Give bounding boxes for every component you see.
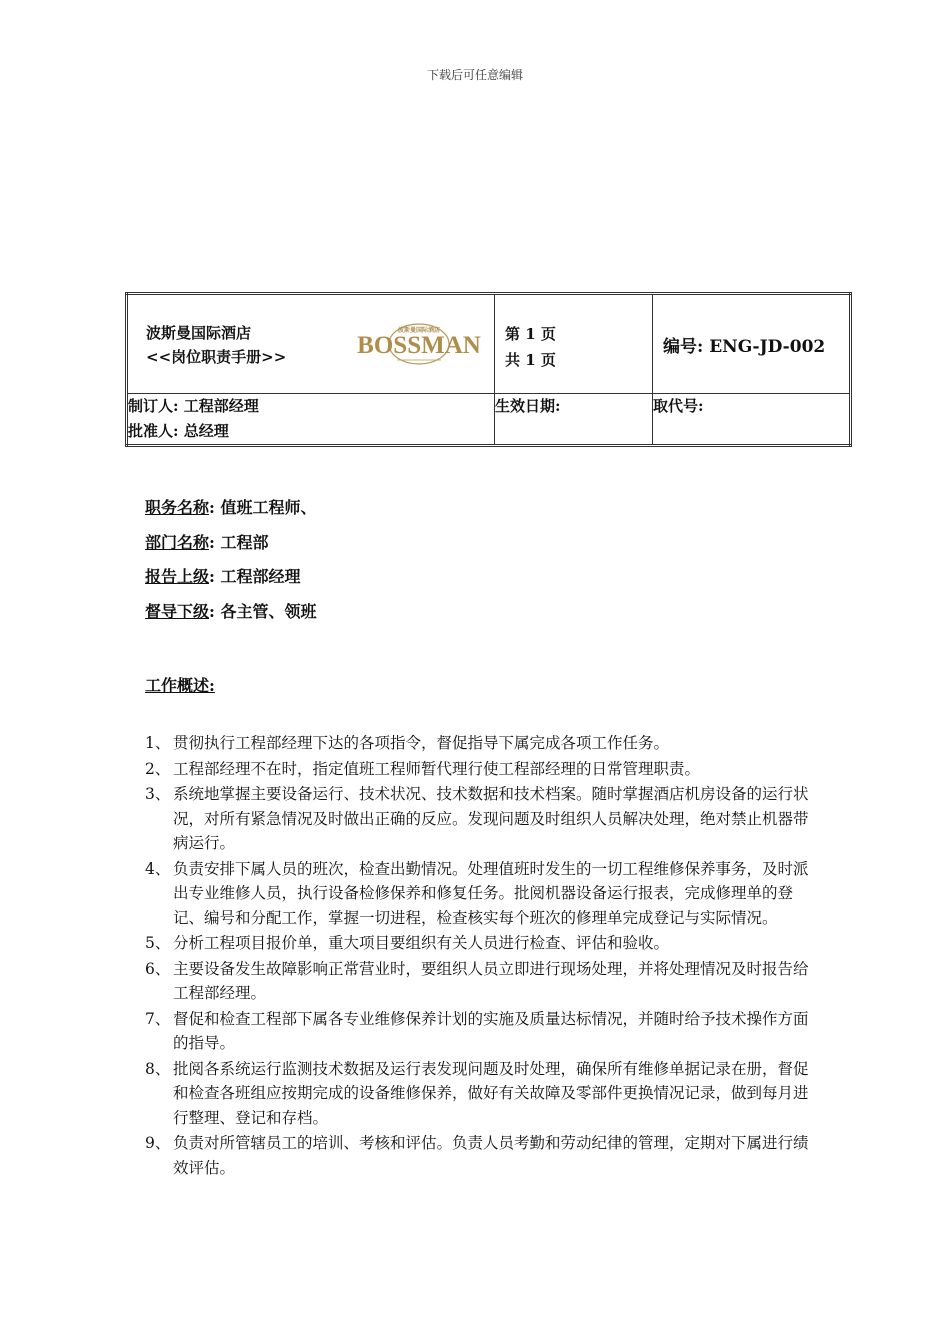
job-meta (145, 496, 317, 634)
list-item-text: 负责对所管辖员工的培训、考核和评估。负责人员考勤和劳动纪律的管理，定期对下属进行绩效评估。 (173, 1134, 809, 1177)
department-row (145, 531, 317, 566)
list-item-number: 1、 (145, 734, 171, 752)
supervises-label: 督导下级 (145, 601, 210, 621)
page-number: 第 1 页 (505, 325, 556, 343)
reports-to-value: : 工程部经理 (209, 567, 301, 586)
reports-to-label: 报告上级 (145, 567, 210, 586)
list-item-number: 7、 (145, 1009, 171, 1028)
supervises-value: : 各主管、领班 (209, 601, 317, 621)
list-item (145, 1057, 810, 1131)
reports-to-row (145, 565, 317, 600)
hotel-name: 波斯曼国际酒店 (146, 324, 252, 342)
list-item-number: 8、 (145, 1059, 171, 1078)
list-item-text: 工程部经理不在时，指定值班工程师暂代理行使工程部经理的日常管理职责。 (173, 759, 701, 778)
list-item-number: 3、 (145, 785, 171, 803)
list-item-text: 负责安排下属人员的班次，检查出勤情况。处理值班时发生的一切工程维修保养事务，及时派出专业维修人员，执行设备检修保养和修复任务。批阅机器设备运行报表，完成修理单的登记、编号和分配工作，掌握一切进程，检查核实每个班次的修理单完成登记与实际情况。 (173, 859, 809, 927)
supervises-row (145, 600, 317, 635)
replaces-cell (653, 394, 851, 446)
approver: 批准人: 总经理 (128, 422, 229, 440)
list-item-number: 5、 (145, 934, 171, 952)
hotel-cell (127, 294, 345, 394)
department-value: : 工程部 (209, 532, 269, 552)
list-item (145, 731, 810, 756)
duty-list (145, 731, 810, 1181)
effective-date-cell (495, 394, 653, 446)
list-item-text: 系统地掌握主要设备运行、技术状况、技术数据和技术档案。随时掌握酒店机房设备的运行状况，对所有紧急情况及时做出正确的反应。发现问题及时组织人员解决处理，绝对禁止机器带病运行。 (173, 785, 809, 852)
document-header-table (125, 292, 852, 447)
list-item (145, 1007, 810, 1056)
logo-cell (345, 294, 495, 394)
logo-wordmark: BOSSMAN (357, 332, 482, 359)
page-cell (495, 294, 653, 394)
logo-subtext: 波斯曼国际酒店 (398, 327, 441, 334)
list-item-number: 4、 (145, 859, 171, 878)
list-item-text: 主要设备发生故障影响正常营业时，要组织人员立即进行现场处理，并将处理情况及时报告给工程部经理。 (173, 959, 809, 1002)
list-item-text: 批阅各系统运行监测技术数据及运行表发现问题及时处理，确保所有维修单据记录在册，督促和检查各班组应按期完成的设备维修保养，做好有关故障及零部件更换情况记录，做到每月进行整理、登记和存档。 (173, 1059, 809, 1127)
list-item (145, 957, 810, 1006)
job-title-value: : 值班工程师、 (209, 498, 317, 517)
code-cell (653, 294, 851, 394)
manual-title: <<岗位职责手册>> (146, 348, 287, 366)
list-item (145, 782, 810, 856)
list-item-number: 2、 (145, 759, 171, 778)
department-label: 部门名称 (145, 532, 210, 552)
document-code: 编号: ENG-JD-002 (663, 336, 826, 357)
page-total: 共 1 页 (505, 351, 556, 369)
list-item-number: 6、 (145, 959, 171, 978)
list-item (145, 1131, 810, 1180)
list-item-number: 9、 (145, 1134, 171, 1152)
list-item-text: 分析工程项目报价单，重大项目要组织有关人员进行检查、评估和验收。 (173, 934, 670, 952)
job-title-label: 职务名称 (145, 498, 210, 517)
list-item (145, 857, 810, 931)
list-item (145, 931, 810, 956)
replaces-label: 取代号: (653, 397, 704, 415)
list-item-text: 贯彻执行工程部经理下达的各项指令，督促指导下属完成各项工作任务。 (173, 734, 670, 752)
list-item-text: 督促和检查工程部下属各专业维修保养计划的实施及质量达标情况，并随时给予技术操作方面的指导。 (173, 1009, 809, 1052)
job-title-row (145, 496, 317, 531)
author-cell (127, 394, 495, 446)
bossman-logo (349, 318, 489, 370)
top-note: 下载后可任意编辑 (426, 68, 523, 82)
effective-date-label: 生效日期: (495, 397, 561, 415)
drafter: 制订人: 工程部经理 (128, 397, 259, 415)
list-item (145, 757, 810, 782)
overview-title: 工作概述: (145, 676, 215, 695)
